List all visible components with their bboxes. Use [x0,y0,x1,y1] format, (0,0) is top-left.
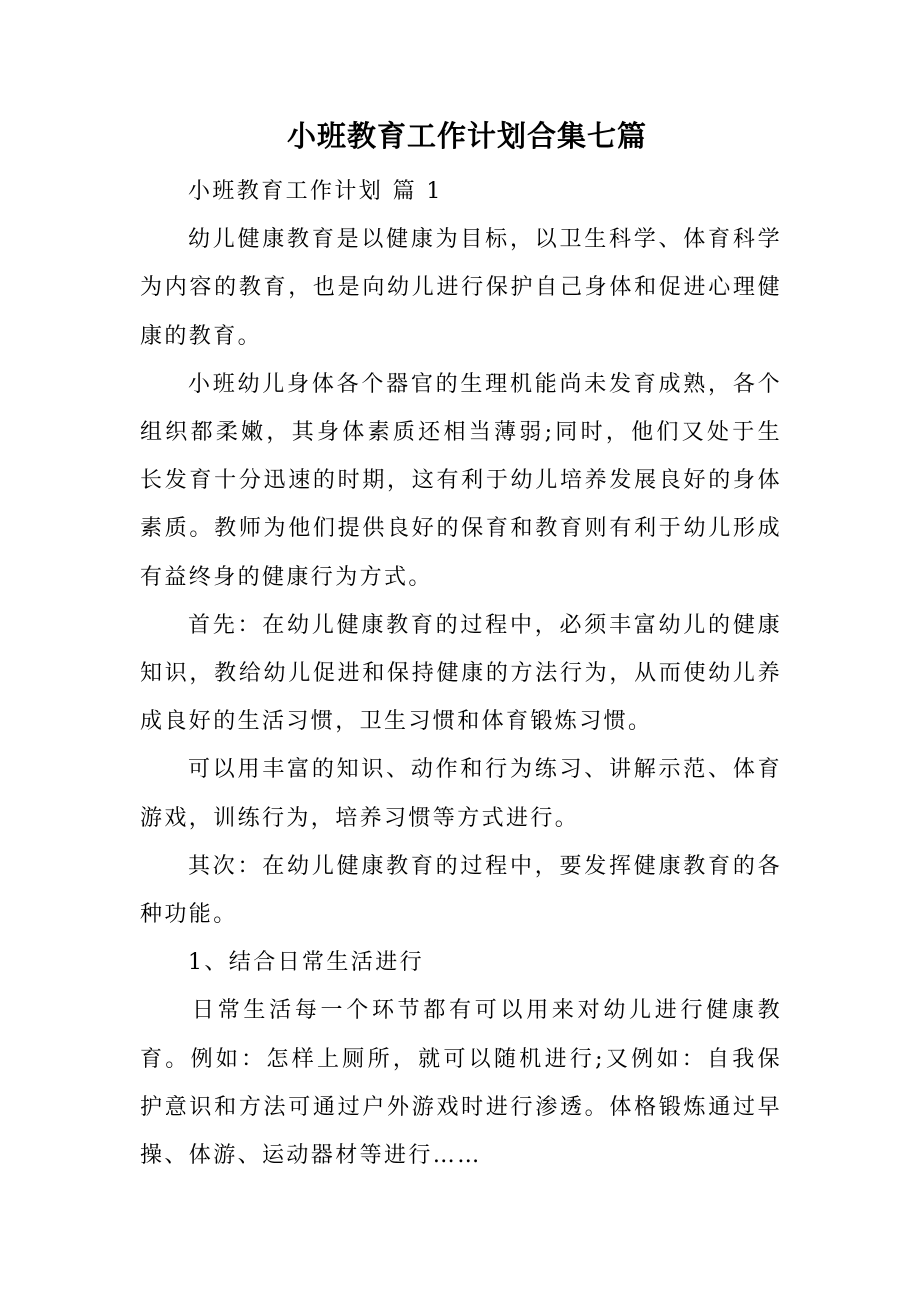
section-heading: 小班教育工作计划 篇 1 [188,179,443,204]
paragraph-physical-development: 小班幼儿身体各个器官的生理机能尚未发育成熟，各个组织都柔嫩，其身体素质还相当薄弱;同时，他们又处于生长发育十分迅速的时期，这有利于幼儿培养发展良好的身体素质。教师为他们提供良好的保育和教育则有利于幼儿形成有益终身的健康行为方式。 [140,371,782,590]
paragraph-health-education: 幼儿健康教育是以健康为目标，以卫生科学、体育科学为内容的教育，也是向幼儿进行保护自己身体和促进心理健康的教育。 [140,227,782,349]
paragraph-first-point: 首先：在幼儿健康教育的过程中，必须丰富幼儿的健康知识，教给幼儿促进和保持健康的方法行为，从而使幼儿养成良好的生活习惯，卫生习惯和体育锻炼习惯。 [140,612,782,735]
document-page [140,108,782,1180]
document-title: 小班教育工作计划合集七篇 [286,119,647,153]
paragraph-daily-life: 日常生活每一个环节都有可以用来对幼儿进行健康教育。例如：怎样上厕所，就可以随机进行;又例如：自我保护意识和方法可通过户外游戏时进行渗透。体格锻炼通过早操、体游、运动器材等进行…… [140,998,782,1169]
paragraph-second-point: 其次：在幼儿健康教育的过程中，要发挥健康教育的各种功能。 [140,853,782,928]
paragraph-methods: 可以用丰富的知识、动作和行为练习、讲解示范、体育游戏，训练行为，培养习惯等方式进行。 [140,757,782,831]
subheading-daily-life: 1、结合日常生活进行 [188,950,424,976]
